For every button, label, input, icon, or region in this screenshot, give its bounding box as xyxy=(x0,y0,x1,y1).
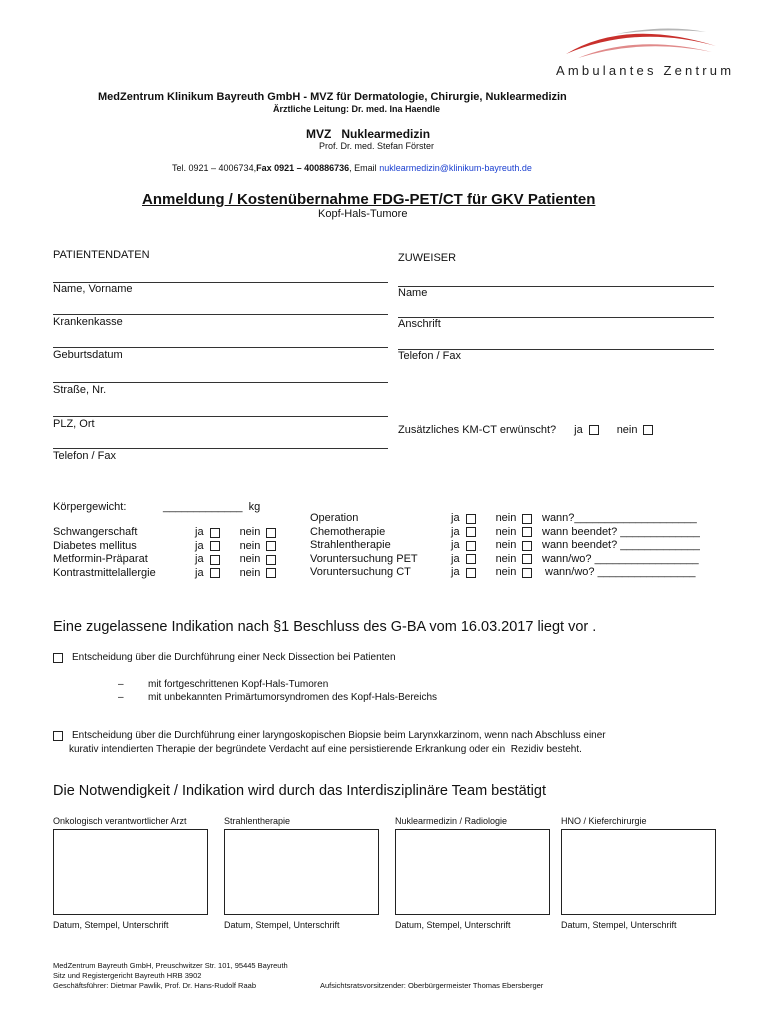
patient-insurance-label: Krankenkasse xyxy=(53,316,123,328)
weight-unit: kg xyxy=(248,501,261,513)
email-link[interactable]: nuklearmedizin@klinikum-bayreuth.de xyxy=(379,163,532,173)
condition-nein-label: nein xyxy=(239,526,261,538)
history-ja-label: ja xyxy=(451,539,460,551)
condition-ja-label: ja xyxy=(195,539,204,552)
option-biopsy-checkbox[interactable] xyxy=(53,731,63,741)
contact-line xyxy=(172,163,532,173)
list-item: mit unbekannten Primärtumorsyndromen des Kopf-Hals-Bereichs xyxy=(148,692,438,703)
signature-box-nuclear-medicine[interactable] xyxy=(395,829,550,915)
logo-text: Ambulantes Zentrum xyxy=(556,63,735,78)
referrer-heading: ZUWEISER xyxy=(398,252,457,264)
history-label: Voruntersuchung PET xyxy=(310,552,418,565)
km-ct-question: Zusätzliches KM-CT erwünscht? xyxy=(398,424,557,436)
condition-ja-checkbox[interactable] xyxy=(210,568,220,578)
patient-name-label: Name, Vorname xyxy=(53,283,133,295)
history-when-field[interactable]: wann beendet? _____________ xyxy=(542,525,700,538)
history-nein-label: nein xyxy=(495,552,517,565)
referrer-phone-label: Telefon / Fax xyxy=(398,350,461,362)
weight-label: Körpergewicht: xyxy=(53,501,127,513)
history-nein-checkbox[interactable] xyxy=(522,541,532,551)
condition-label: Schwangerschaft xyxy=(53,526,138,538)
form-title: Anmeldung / Kostenübernahme FDG-PET/CT für GKV Patienten xyxy=(142,191,596,208)
weight-field[interactable] xyxy=(163,501,260,513)
team-column-label: Strahlentherapie xyxy=(224,816,291,826)
option-neck-dissection-label: Entscheidung über die Durchführung einer Neck Dissection bei Patienten xyxy=(72,652,396,663)
option-biopsy-label-line1: Entscheidung über die Durchführung einer laryngoskopischen Biopsie beim Larynxkarzinom, wenn nach Abschluss einer xyxy=(72,730,606,741)
history-ja-checkbox[interactable] xyxy=(466,527,476,537)
patient-name-field[interactable] xyxy=(53,314,388,315)
history-when-field[interactable]: wann?____________________ xyxy=(542,512,697,524)
patient-city-field[interactable] xyxy=(53,448,388,449)
referrer-name-field[interactable] xyxy=(398,317,714,318)
sign-label: Datum, Stempel, Unterschrift xyxy=(224,920,340,930)
department-head: Prof. Dr. med. Stefan Förster xyxy=(319,141,435,151)
option-neck-dissection-checkbox[interactable] xyxy=(53,653,63,663)
condition-ja-label: ja xyxy=(195,526,204,538)
team-heading: Die Notwendigkeit / Indikation wird durch das Interdisziplinäre Team bestätigt xyxy=(53,783,546,799)
history-nein-label: nein xyxy=(495,512,517,524)
km-ct-nein-label: nein xyxy=(616,424,638,436)
condition-ja-label: ja xyxy=(195,553,204,565)
patient-heading: PATIENTENDATEN xyxy=(53,249,150,261)
patient-birthdate-field[interactable] xyxy=(53,382,388,383)
team-column-label: Onkologisch verantwortlicher Arzt xyxy=(53,816,187,826)
sign-label: Datum, Stempel, Unterschrift xyxy=(53,920,169,930)
condition-label: Diabetes mellitus xyxy=(53,539,137,552)
history-nein-checkbox[interactable] xyxy=(522,554,532,564)
fax-text: Fax 0921 – 400886736 xyxy=(256,163,350,173)
weight-row xyxy=(53,501,126,513)
indication-heading: Eine zugelassene Indikation nach §1 Beschluss des G-BA vom 16.03.2017 liegt vor . xyxy=(53,619,597,635)
condition-label: Kontrastmittelallergie xyxy=(53,566,156,579)
referrer-heading-line xyxy=(398,286,714,287)
signature-box-ent[interactable] xyxy=(561,829,716,915)
history-nein-checkbox[interactable] xyxy=(522,514,532,524)
condition-ja-checkbox[interactable] xyxy=(210,528,220,538)
clinic-title: MedZentrum Klinikum Bayreuth GmbH - MVZ für Dermatologie, Chirurgie, Nuklearmedizin xyxy=(98,91,567,103)
patient-phone-label: Telefon / Fax xyxy=(53,450,116,462)
list-dash: – xyxy=(118,692,124,703)
history-nein-checkbox[interactable] xyxy=(522,568,532,578)
km-ct-nein-checkbox[interactable] xyxy=(643,425,653,435)
footer-register: Sitz und Registergericht Bayreuth HRB 3902 xyxy=(53,971,202,980)
km-ct-row xyxy=(398,424,653,436)
condition-ja-checkbox[interactable] xyxy=(210,541,220,551)
referrer-name-label: Name xyxy=(398,287,428,299)
team-column-label: Nuklearmedizin / Radiologie xyxy=(395,816,508,826)
logo xyxy=(556,22,735,80)
condition-label: Metformin-Präparat xyxy=(53,553,148,565)
form-subtitle: Kopf-Hals-Tumore xyxy=(318,208,408,220)
option-biopsy-label-line2: kurativ intendierten Therapie der begründete Verdacht auf eine persistierende Erkrankung oder ein Rezidiv besteht. xyxy=(69,744,582,755)
history-when-field[interactable]: wann/wo? _________________ xyxy=(542,552,699,565)
history-when-field[interactable]: wann beendet? _____________ xyxy=(542,539,700,551)
history-nein-checkbox[interactable] xyxy=(522,527,532,537)
history-nein-label: nein xyxy=(495,566,517,578)
logo-swoosh-icon xyxy=(556,22,728,62)
patient-city-label: PLZ, Ort xyxy=(53,418,95,430)
km-ct-ja-label: ja xyxy=(574,424,583,436)
signature-box-radiotherapy[interactable] xyxy=(224,829,379,915)
condition-nein-label: nein xyxy=(239,566,261,579)
medical-lead: Ärztliche Leitung: Dr. med. Ina Haendle xyxy=(273,104,441,114)
history-when-field[interactable]: wann/wo? ________________ xyxy=(545,566,696,578)
patient-street-label: Straße, Nr. xyxy=(53,384,107,396)
history-ja-label: ja xyxy=(451,525,460,538)
signature-box-oncology[interactable] xyxy=(53,829,208,915)
sign-label: Datum, Stempel, Unterschrift xyxy=(395,920,511,930)
referrer-address-label: Anschrift xyxy=(398,318,441,330)
condition-nein-label: nein xyxy=(239,553,261,565)
history-ja-label: ja xyxy=(451,566,460,578)
history-label: Chemotherapie xyxy=(310,525,386,538)
phone-text: Tel. 0921 – 4006734, xyxy=(172,163,257,173)
history-label: Strahlentherapie xyxy=(310,539,391,551)
condition-ja-checkbox[interactable] xyxy=(210,555,220,565)
patient-insurance-field[interactable] xyxy=(53,347,388,348)
team-column-label: HNO / Kieferchirurgie xyxy=(561,816,647,826)
condition-ja-label: ja xyxy=(195,566,204,579)
patient-birthdate-label: Geburtsdatum xyxy=(53,349,123,361)
weight-blank: _____________ xyxy=(163,501,243,513)
history-label: Operation xyxy=(310,512,359,524)
condition-nein-checkbox[interactable] xyxy=(266,555,276,565)
condition-nein-checkbox[interactable] xyxy=(266,528,276,538)
email-prefix: , Email xyxy=(349,163,380,173)
history-ja-checkbox[interactable] xyxy=(466,541,476,551)
condition-nein-label: nein xyxy=(239,539,261,552)
history-ja-label: ja xyxy=(451,552,460,565)
sign-label: Datum, Stempel, Unterschrift xyxy=(561,920,677,930)
history-ja-label: ja xyxy=(451,512,460,524)
history-nein-label: nein xyxy=(495,539,517,551)
history-nein-label: nein xyxy=(495,525,517,538)
patient-street-field[interactable] xyxy=(53,416,388,417)
list-dash: – xyxy=(118,679,124,690)
department-name: MVZ Nuklearmedizin xyxy=(306,127,431,141)
km-ct-ja-checkbox[interactable] xyxy=(589,425,599,435)
footer-board: Aufsichtsratsvorsitzender: Oberbürgermeister Thomas Ebersberger xyxy=(320,981,544,990)
list-item: mit fortgeschrittenen Kopf-Hals-Tumoren xyxy=(148,679,329,690)
condition-nein-checkbox[interactable] xyxy=(266,568,276,578)
history-ja-checkbox[interactable] xyxy=(466,568,476,578)
condition-nein-checkbox[interactable] xyxy=(266,541,276,551)
footer-address: MedZentrum Bayreuth GmbH, Preuschwitzer Str. 101, 95445 Bayreuth xyxy=(53,961,288,970)
footer-management: Geschäftsführer: Dietmar Pawlik, Prof. Dr. Hans-Rudolf Raab xyxy=(53,981,256,990)
history-ja-checkbox[interactable] xyxy=(466,514,476,524)
history-label: Voruntersuchung CT xyxy=(310,566,411,578)
history-ja-checkbox[interactable] xyxy=(466,554,476,564)
